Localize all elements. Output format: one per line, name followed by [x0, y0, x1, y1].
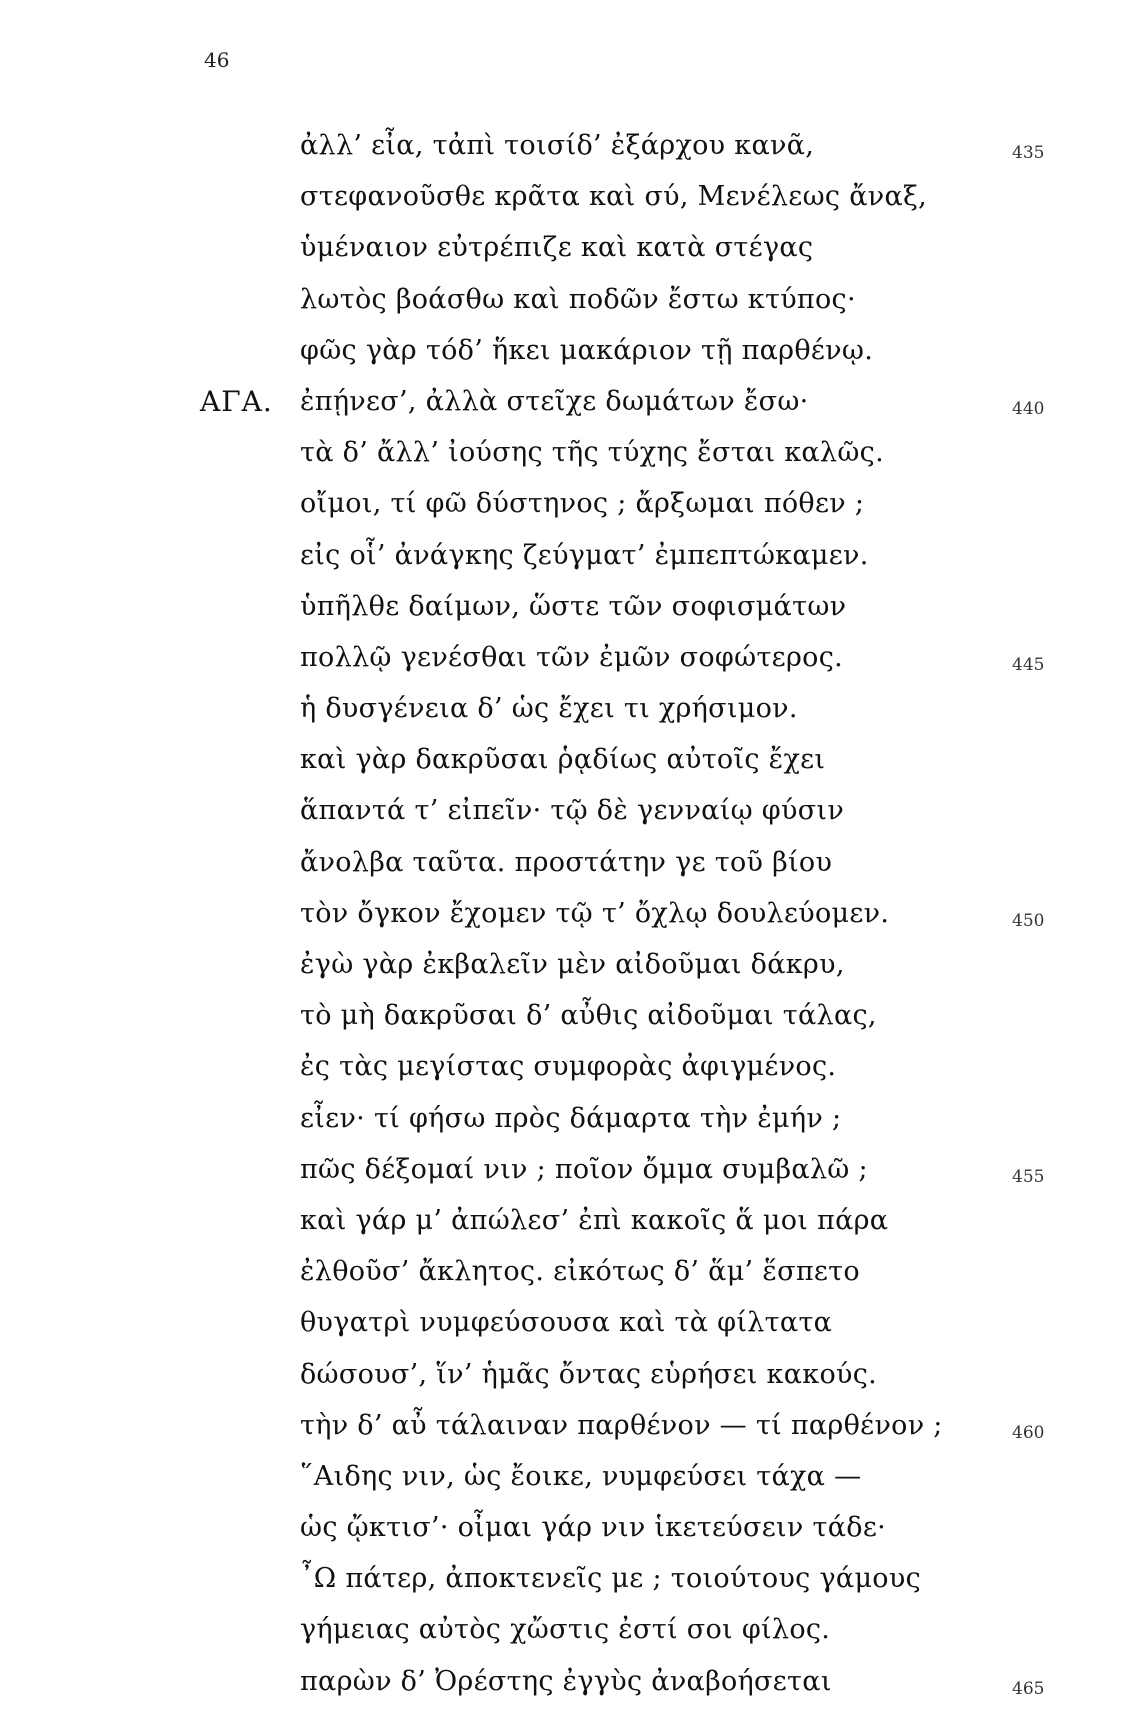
line-number: 445	[1012, 654, 1045, 675]
verse-lines	[0, 120, 1136, 1707]
verse-text: λωτὸς βοάσθω καὶ ποδῶν ἔστω κτύπος·	[300, 283, 856, 315]
verse-text: πῶς δέξομαί νιν ; ποῖον ὄμμα συμβαλῶ ;	[300, 1153, 868, 1185]
verse-text: καὶ γὰρ δακρῦσαι ῥᾳδίως αὐτοῖς ἔχει	[300, 744, 826, 776]
verse-line	[0, 1297, 1136, 1348]
verse-text: εἰς οἷ’ ἀνάγκης ζεύγματ’ ἐμπεπτώκαμεν.	[300, 539, 869, 571]
verse-text: ῏Ω πάτερ, ἀποκτενεῖς με ; τοιούτους γάμους	[300, 1563, 921, 1595]
verse-line	[0, 632, 1136, 683]
verse-line	[0, 1093, 1136, 1144]
verse-line	[0, 427, 1136, 478]
line-number: 460	[1012, 1422, 1045, 1443]
verse-line	[0, 325, 1136, 376]
verse-line	[0, 990, 1136, 1041]
verse-line	[0, 120, 1136, 171]
verse-line	[0, 1604, 1136, 1655]
verse-text: φῶς γὰρ τόδ’ ἥκει μακάριον τῇ παρθένῳ.	[300, 334, 874, 366]
verse-text: παρὼν δ’ Ὀρέστης ἐγγὺς ἀναβοήσεται	[300, 1665, 832, 1697]
verse-line	[0, 581, 1136, 632]
line-number: 450	[1012, 910, 1045, 931]
verse-text: τὰ δ’ ἄλλ’ ἰούσης τῆς τύχης ἔσται καλῶς.	[300, 437, 884, 469]
verse-text: ἐλθοῦσ’ ἄκλητος. εἰκότως δ’ ἅμ’ ἕσπετο	[300, 1256, 860, 1288]
verse-line	[0, 1041, 1136, 1092]
verse-text: ἡ δυσγένεια δ’ ὡς ἔχει τι χρήσιμον.	[300, 693, 798, 725]
line-number: 465	[1012, 1678, 1045, 1699]
verse-line	[0, 1502, 1136, 1553]
verse-line	[0, 888, 1136, 939]
verse-line	[0, 171, 1136, 222]
verse-text: εἶεν· τί φήσω πρὸς δάμαρτα τὴν ἐμήν ;	[300, 1102, 842, 1134]
verse-text: τὸν ὄγκον ἔχομεν τῷ τ’ ὄχλῳ δουλεύομεν.	[300, 897, 890, 929]
verse-line	[0, 376, 1136, 427]
verse-text: ἀλλ’ εἶα, τἀπὶ τοισίδ’ ἐξάρχου κανᾶ,	[300, 130, 815, 161]
verse-text: δώσουσ’, ἵν’ ἡμᾶς ὄντας εὑρήσει κακούς.	[300, 1358, 878, 1390]
verse-text: ῞Αιδης νιν, ὡς ἔοικε, νυμφεύσει τάχα —	[300, 1460, 862, 1492]
verse-text: ἅπαντά τ’ εἰπεῖν· τῷ δὲ γενναίῳ φύσιν	[300, 795, 845, 827]
verse-line	[0, 683, 1136, 734]
verse-text: θυγατρὶ νυμφεύσουσα καὶ τὰ φίλτατα	[300, 1307, 833, 1339]
verse-text: ἐπῄνεσ’, ἀλλὰ στεῖχε δωμάτων ἔσω·	[300, 385, 809, 417]
verse-text: πολλῷ γενέσθαι τῶν ἐμῶν σοφώτερος.	[300, 641, 844, 673]
verse-line	[0, 530, 1136, 581]
verse-text: ὡς ᾤκτισ’· οἶμαι γάρ νιν ἱκετεύσειν τάδε·	[300, 1512, 887, 1544]
page-number: 46	[204, 48, 230, 72]
verse-text: ἄνολβα ταῦτα. προστάτην γε τοῦ βίου	[300, 846, 833, 878]
line-number: 440	[1012, 398, 1045, 419]
verse-text: τὸ μὴ δακρῦσαι δ’ αὖθις αἰδοῦμαι τάλας,	[300, 1000, 877, 1032]
line-number: 435	[1012, 143, 1045, 163]
verse-text: ὑμέναιον εὐτρέπιζε καὶ κατὰ στέγας	[300, 232, 814, 264]
verse-text: καὶ γάρ μ’ ἀπώλεσ’ ἐπὶ κακοῖς ἅ μοι πάρα	[300, 1204, 889, 1236]
verse-line	[0, 1349, 1136, 1400]
verse-line	[0, 1246, 1136, 1297]
line-number: 455	[1012, 1166, 1045, 1187]
verse-line	[0, 274, 1136, 325]
verse-line	[0, 1451, 1136, 1502]
verse-line	[0, 837, 1136, 888]
speaker-label: ΑΓΑ.	[200, 384, 273, 418]
verse-text: στεφανοῦσθε κρᾶτα καὶ σύ, Μενέλεως ἄναξ,	[300, 181, 928, 213]
verse-line	[0, 1144, 1136, 1195]
verse-line	[0, 1400, 1136, 1451]
verse-line	[0, 478, 1136, 529]
verse-text: γήμειας αὐτὸς χὤστις ἐστί σοι φίλος.	[300, 1614, 831, 1646]
verse-line	[0, 734, 1136, 785]
verse-text: τὴν δ’ αὖ τάλαιναν παρθένον — τί παρθένον ;	[300, 1409, 943, 1441]
verse-line	[0, 222, 1136, 273]
verse-text: ἐς τὰς μεγίστας συμφορὰς ἀφιγμένος.	[300, 1051, 837, 1083]
verse-line	[0, 1553, 1136, 1604]
verse-line	[0, 1656, 1136, 1707]
verse-text: ὑπῆλθε δαίμων, ὥστε τῶν σοφισμάτων	[300, 590, 847, 622]
verse-text: ἐγὼ γὰρ ἐκβαλεῖν μὲν αἰδοῦμαι δάκρυ,	[300, 949, 845, 980]
verse-text: οἴμοι, τί φῶ δύστηνος ; ἄρξωμαι πόθεν ;	[300, 488, 865, 520]
verse-line	[0, 1195, 1136, 1246]
verse-line	[0, 939, 1136, 990]
verse-line	[0, 785, 1136, 836]
